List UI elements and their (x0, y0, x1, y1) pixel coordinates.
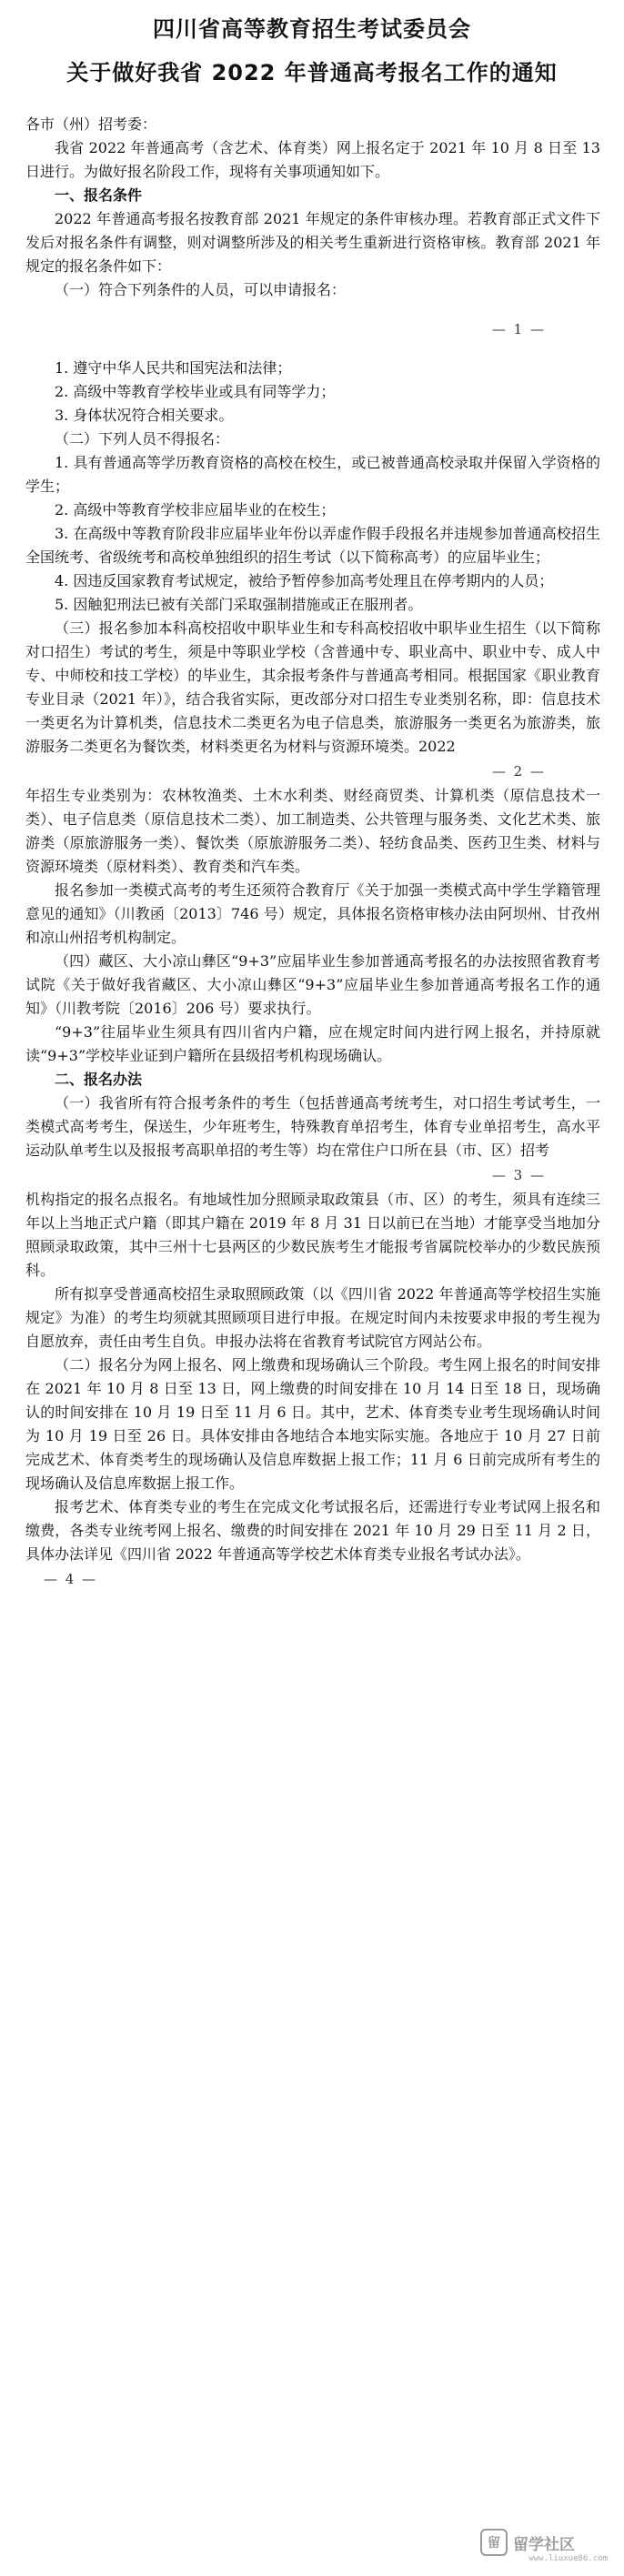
methods-paragraph: （一）我省所有符合报考条件的考生（包括普通高考统考生，对口招生考试考生，一类模式高考考生，保送生，少年班考生，特殊教育单招考生，体育专业单招考生，高水平运动队单考生以及报报考高职单招的考生等）均在常住户口所在县（市、区）招考 (25, 1094, 600, 1159)
ineligible-item: 1. 具有普通高等学历教育资格的高校在校生，或已被普通高校录取并保留入学资格的学生； (25, 454, 600, 495)
bonus-policy-paragraph: 机构指定的报名点报名。有地域性加分照顾录取政策县（市、区）的考生，须具有连续三年以上当地正式户籍（即其户籍在 2019 年 8 月 31 日以前已在当地）才能享受当地加分照顾录取政策，其中三州十七县两区的少数民族考生才能报考省属院校举办的少数民族预科。 (25, 1191, 600, 1279)
document-title-subject: 关于做好我省 2022 年普通高考报名工作的通知 (66, 60, 558, 86)
document-title-issuer: 四川省高等教育招生考试委员会 (153, 16, 471, 42)
vocational-paragraph: （三）报名参加本科高校招收中职毕业生和专科高校招收中职毕业生招生（以下简称对口招生）考试的考生，须是中等职业学校（含普通中专、职业高中、职业中专、成人中专、中师校和技工学校）的毕业生，其余报考条件与普通高考相同。根据国家《职业教育专业目录（2021 年）》，结合我省实际，更改部分对口招生专业类别名称，即：信息技术一类更名为计算机类，信息技术二类更名为电子信息类，旅游服务一类更名为旅游类，旅游服务二类更名为餐饮类，材料类更名为材料与资源环境类。2022 (25, 619, 600, 755)
watermark-logo-icon: 留 (480, 2529, 508, 2556)
class-one-paragraph: 报名参加一类模式高考的考生还须符合教育厅《关于加强一类模式高中学生学籍管理意见的通知》（川教函〔2013〕746 号）规定，具体报名资格审核办法由阿坝州、甘孜州和凉山州招考机构制定。 (25, 881, 600, 946)
arts-sports-paragraph: 报考艺术、体育类专业的考生在完成文化考试报名后，还需进行专业考试网上报名和缴费，各类专业统考网上报名、缴费的时间安排在 2021 年 10 月 29 日至 11 月 2 日，具体办法详见《四川省 2022 年普通高等学校艺术体育类专业报名考试办法》。 (25, 1498, 600, 1563)
document-body (25, 113, 600, 1592)
condition-item: 3. 身体状况符合相关要求。 (55, 407, 234, 424)
conditions-paragraph: 2022 年普通高考报名按教育部 2021 年规定的条件审核办理。若教育部正式文件下发后对报名条件有调整，则对调整所涉及的相关考生重新进行资格审核。教育部 2021 年规定的报名条件如下： (25, 210, 600, 275)
watermark-brand: 留学社区 (513, 2535, 575, 2554)
section-heading-methods: 二、报名办法 (55, 1071, 143, 1088)
ineligible-item: 3. 在高级中等教育阶段非应届毕业年份以弄虚作假手段报名并违规参加普通高校招生全国统考、省级统考和高校单独组织的招生考试（以下简称高考）的应届毕业生； (25, 525, 600, 566)
salutation: 各市（州）招考委： (25, 116, 157, 133)
declaration-paragraph: 所有拟享受普通高校招生录取照顾政策（以《四川省 2022 年普通高等学校招生实施规定》为准）的考生均须就其照顾项目进行申报。在规定时间内未按要求申报的考生视为自愿放弃，责任由考生自负。申报办法将在省教育考试院官方网站公布。 (25, 1285, 600, 1350)
page-number: — 1 — (491, 321, 546, 337)
nine-plus-three-paragraph: （四）藏区、大小凉山彝区“9+3”应届毕业生参加普通高考报名的办法按照省教育考试院《关于做好我省藏区、大小凉山彝区“9+3”应届毕业生参加普通高考报名工作的通知》（川教考院〔2016〕206 号）要求执行。 (25, 952, 600, 1017)
page-number: — 2 — (491, 763, 546, 780)
categories-paragraph: 年招生专业类别为：农林牧渔类、土木水利类、财经商贸类、计算机类（原信息技术一类）、电子信息类（原信息技术二类）、加工制造类、公共管理与服务类、文化艺术类、旅游类（原旅游服务一类）、餐饮类（原旅游服务二类）、轻纺食品类、医药卫生类、材料与资源环境类（原材料类）、教育类和汽车类。 (25, 787, 600, 875)
condition-item: 1. 遵守中华人民共和国宪法和法律； (55, 359, 292, 377)
eligible-subheading: （一）符合下列条件的人员，可以申请报名： (55, 281, 347, 298)
page-number: — 3 — (491, 1167, 546, 1183)
watermark-url: www.liuxue86.com (528, 2554, 608, 2563)
intro-paragraph: 我省 2022 年普通高考（含艺术、体育类）网上报名定于 2021 年 10 月 8 日至 13 日进行。为做好报名阶段工作，现将有关事项通知如下。 (25, 139, 600, 180)
condition-item: 2. 高级中等教育学校毕业或具有同等学力； (55, 383, 336, 400)
section-heading-conditions: 一、报名条件 (55, 186, 143, 204)
nine-plus-three-past-paragraph: “9+3”往届毕业生须具有四川省内户籍，应在规定时间内进行网上报名，并持原就读“9+3”学校毕业证到户籍所在县级招考机构现场确认。 (25, 1023, 600, 1064)
page-number: — 4 — (44, 1571, 98, 1587)
ineligible-item: 4. 因违反国家教育考试规定，被给予暂停参加高考处理且在停考期内的人员； (55, 572, 554, 589)
ineligible-item: 2. 高级中等教育学校非应届毕业的在校生； (55, 501, 336, 518)
site-watermark (480, 2521, 608, 2563)
ineligible-item: 5. 因触犯刑法已被有关部门采取强制措施或正在服刑者。 (55, 596, 423, 613)
ineligible-subheading: （二）下列人员不得报名： (55, 430, 230, 448)
schedule-paragraph: （二）报名分为网上报名、网上缴费和现场确认三个阶段。考生网上报名的时间安排在 2021 年 10 月 8 日至 13 日，网上缴费的时间安排在 10 月 14 日至 18 日，现场确认的时间安排在 10 月 19 日至 11 月 6 日。其中，艺术、体育类专业考生现场确认时间为 10 月 19 日至 26 日。具体安排由各地结合本地实际实施。各地应于 10 月 27 日前完成艺术、体育类考生的现场确认及信息库数据上报工作；11 月 6 日前完成所有考生的现场确认及信息库数据上报工作。 (25, 1356, 600, 1492)
